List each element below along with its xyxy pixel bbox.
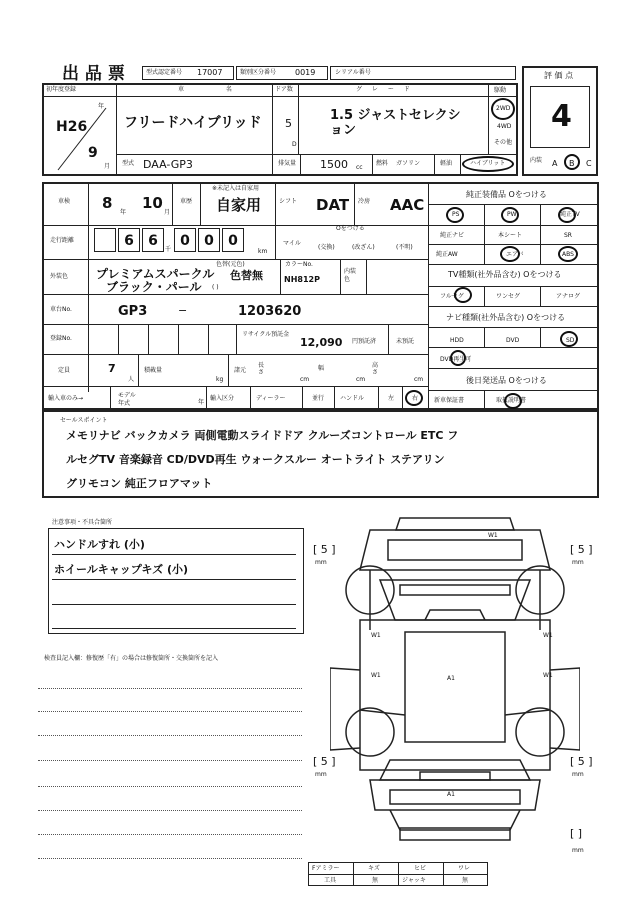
tread-rl: [ 5 ] [313,755,336,768]
interior-b-circle [564,154,580,170]
model-value: DAA-GP3 [143,158,193,171]
dims-unit-width: cm [356,376,366,383]
equip-pw-circle [501,207,519,223]
category-label: 類別区分番号 [240,69,277,76]
navi-dvd-circle [450,350,466,366]
first-reg-year: H26 [56,119,88,135]
recycle-status-deposited: 円預託済 [352,338,377,345]
usage-label: 車歴 [180,198,193,205]
month-unit: 月 [104,163,111,170]
mileage-digit-cell: 6 [118,228,140,252]
model-label: 型式 [122,160,135,167]
recycle-value: 12,090 [300,336,343,349]
inspection-month: 10 [142,194,163,212]
interior-grade-c: C [586,159,592,168]
first-reg-label: 初年度登録 [46,86,77,93]
equip-pw: PW [507,211,517,218]
equip-seat: 本シート [498,232,523,239]
load-unit: kg [216,376,224,383]
tv-oneseg: ワンセグ [496,293,521,300]
color-swap-value: 色替無 [230,269,263,282]
tread-rr-unit: mm [572,771,584,778]
fuel-hybrid-circle [462,156,514,172]
mark-w1-left-front: W1 [371,632,381,639]
category-value: 0019 [295,68,316,77]
displacement-label: 排気量 [278,160,297,167]
interior-grade-a: A [552,159,558,168]
chassis-dash: − [178,304,188,317]
mileage-digit-cell: 0 [222,228,244,252]
equip-sr: SR [564,232,572,239]
tread-rl-unit: mm [315,771,327,778]
drive-2wd-circle [491,98,515,120]
equip-airbag-circle [500,246,520,262]
handle-label: ハンドル [340,395,365,402]
tread-spare: [ ] [570,827,583,840]
mileage-digits [94,228,244,254]
interior-grade-b: B [569,159,575,168]
recycle-status-pending: 未預託 [396,338,415,345]
tread-fr-unit: mm [572,559,584,566]
mark-w1-right-rear: W1 [543,672,553,679]
tv-fullseg-circle [454,287,472,303]
recycle-label: リサイクル預託金 [242,331,290,338]
after-manual: 取扱説明書 [496,397,527,404]
drive-label: 駆動 [494,87,507,94]
color-value-1: プレミアムスパークル [96,267,215,281]
handle-right-circle [405,390,423,406]
tread-fl-value: 5 [320,543,328,556]
chassis-prefix: GP3 [118,304,148,319]
navi-header: ナビ種類(社外品含む) Oをつける [446,313,566,322]
year-unit: 年 [98,103,105,110]
capacity-value: 7 [108,362,116,375]
legend-scratch-label: キズ [368,865,380,872]
color-label: 外装色 [50,273,69,280]
equip-navi: 純正ナビ [440,232,465,239]
usage-note: ※未記入は自家用 [212,185,260,192]
tread-fr: [ 5 ] [570,543,593,556]
color-paren: ( ) [212,284,219,291]
import-dealer: ディーラー [256,395,286,402]
tread-spare-unit: mm [572,847,584,854]
tv-analog: アナログ [556,293,581,300]
handle-left: 左 [388,395,395,402]
model-cert-label: 型式認定番号 [146,69,183,76]
selling-points-label: セールスポイント [60,417,108,424]
shift-label: シフト [279,198,298,205]
legend-jack: ジャッキ [402,877,426,884]
equip-ps-circle [446,207,464,223]
model-cert-value: 17007 [197,68,223,77]
model-year-unit: 年 [198,399,205,406]
navi-hdd: HDD [450,337,464,344]
car-name-label: 車 名 [178,86,252,93]
equip-tv: 純正TV [560,211,580,218]
model-year-label: モデル年式 [118,392,136,407]
serial-label: シリアル番号 [335,69,371,76]
dims-width: 幅 [318,365,325,372]
mileage-digit-cell: 0 [174,228,196,252]
ac-value: AAC [390,196,425,214]
mileage-label: 走行距離 [50,237,75,244]
displacement-value: 1500 [320,158,348,171]
dims-unit-length: cm [300,376,310,383]
dims-length: 長さ [258,362,265,376]
chassis-label: 車台No. [50,306,72,313]
tread-rr: [ 5 ] [570,755,593,768]
model-cert-box [142,66,234,80]
interior-grade-label: 内装 [530,157,543,164]
dims-label: 諸元 [234,367,247,374]
mark-w1-left-rear: W1 [371,672,381,679]
inspector-label: 検査員記入欄：修復歴「有」の場合は修復箇所・交換箇所を記入 [44,655,219,662]
mark-a1-rear: A1 [447,791,455,798]
mileage-opts-label: Oをつける [336,225,365,232]
tv-fullseg: フルセグ [440,293,464,300]
color-value-2: ブラック・パール [106,280,202,294]
import-parallel: 並行 [312,395,325,402]
chassis-number: 1203620 [238,304,302,319]
mileage-opt-replaced: (交換) [318,244,335,251]
drive-other: その他 [494,139,513,146]
navi-dvd: DVD [506,337,520,344]
grade-value: 1.5 ジャストセレクション [330,108,461,138]
navi-sd: SD [566,337,575,344]
mileage-opt-mile: マイル [283,240,301,247]
fuel-label: 燃料 [376,160,389,167]
equip-header: 純正装備品 Oをつける [466,190,547,199]
tread-fr-value: 5 [577,543,585,556]
selling-points-line-3: グリモコン 純正フロアマット [66,477,213,490]
tread-fl: [ 5 ] [313,543,336,556]
tread-fl-unit: mm [315,559,327,566]
import-class-label: 輸入区分 [210,395,235,402]
notes-line-1: ハンドルすれ (小) [54,538,145,551]
navi-dvd-play: DVD再生可 [440,356,472,363]
load-label: 積載量 [144,367,163,374]
equip-abs-circle [558,246,578,262]
mileage-opt-tampered: (改ざん) [352,244,375,251]
usage-value: 自家用 [216,196,262,214]
color-no-value: NH812P [284,275,320,284]
after-header: 後日発送品 Oをつける [466,376,547,385]
dims-unit-height: cm [414,376,424,383]
legend-crack-label: ヒビ [414,865,427,872]
score-box [522,66,598,176]
doors-unit: D [292,141,297,148]
doors-label: ドア数 [275,86,293,93]
inspection-year-unit: 年 [120,209,127,216]
color-note: 色替(元色) [216,261,245,268]
inspection-month-unit: 月 [164,209,171,216]
tread-rr-value: 5 [577,755,585,768]
doors-value: 5 [285,117,292,130]
equip-aw: 純正AW [436,251,458,258]
inspection-label: 車検 [58,198,71,205]
color-no-label: カラーNo. [285,261,313,268]
after-warranty: 新車保証書 [434,397,465,404]
legend-jack-value: 無 [462,877,469,884]
navi-sd-circle [560,331,578,347]
tread-rl-value: 5 [320,755,328,768]
legend-fa-label: Fアミラー [312,865,340,872]
mileage-thousand-sep: 千 [165,246,172,253]
mark-w1-right-front: W1 [543,632,553,639]
reg-no-label: 登録No. [50,335,72,342]
mark-w1-front: W1 [488,532,498,539]
equip-ps: PS [452,211,460,218]
mileage-digit-cell [94,228,116,252]
score-label: 評 価 点 [544,71,574,80]
drive-4wd: 4WD [497,123,512,130]
fuel-hybrid: ハイブリット [470,160,506,167]
ac-label: 冷房 [358,198,371,205]
first-reg-month: 9 [88,145,98,161]
document-title: 出 品 票 [62,64,125,84]
selling-points-line-1: メモリナビ バックカメラ 両側電動スライドドア クルーズコントロール ETC フ [66,429,459,442]
notes-label: 注意事項・不具合箇所 [52,519,113,526]
legend-tools: 工具 [324,877,337,884]
shift-value: DAT [316,196,350,214]
tv-header: TV種類(社外品含む) Oをつける [448,270,562,279]
grade-label: グ レ ー ド [356,86,414,93]
fuel-gasoline: ガソリン [396,160,421,167]
equip-abs: ABS [562,251,574,258]
car-name: フリードハイブリッド [124,115,262,131]
capacity-unit: 人 [128,376,135,383]
dims-height: 高さ [372,362,379,376]
car-damage-diagram [330,510,583,850]
fuel-diesel: 軽油 [440,160,453,167]
score-value: 4 [551,99,572,134]
mileage-opt-unknown: (不明) [396,244,413,251]
mark-a1-roof: A1 [447,675,455,682]
handle-right: 右 [412,395,419,402]
mileage-digit-cell: 6 [142,228,164,252]
equip-tv-circle [558,207,576,223]
legend-dent-label: ワレ [458,865,471,872]
interior-color-label: 内装色 [344,268,357,283]
notes-line-2: ホイールキャップキズ (小) [54,563,189,576]
displacement-unit: cc [356,164,363,171]
legend-tools-value: 無 [372,877,379,884]
selling-points-line-2: ルセグTV 音楽録音 CD/DVD再生 ウォークスルー オートライト ステアリン [66,453,445,466]
category-box [236,66,328,80]
mileage-unit: km [258,248,268,255]
serial-box [330,66,516,80]
mileage-digit-cell: 0 [198,228,220,252]
drive-2wd: 2WD [496,105,511,112]
inspection-year: 8 [102,194,113,212]
after-manual-circle [504,393,522,409]
import-label: 輸入車のみ→ [48,395,84,402]
equip-airbag: エアバ [506,251,524,258]
capacity-label: 定員 [58,367,71,374]
